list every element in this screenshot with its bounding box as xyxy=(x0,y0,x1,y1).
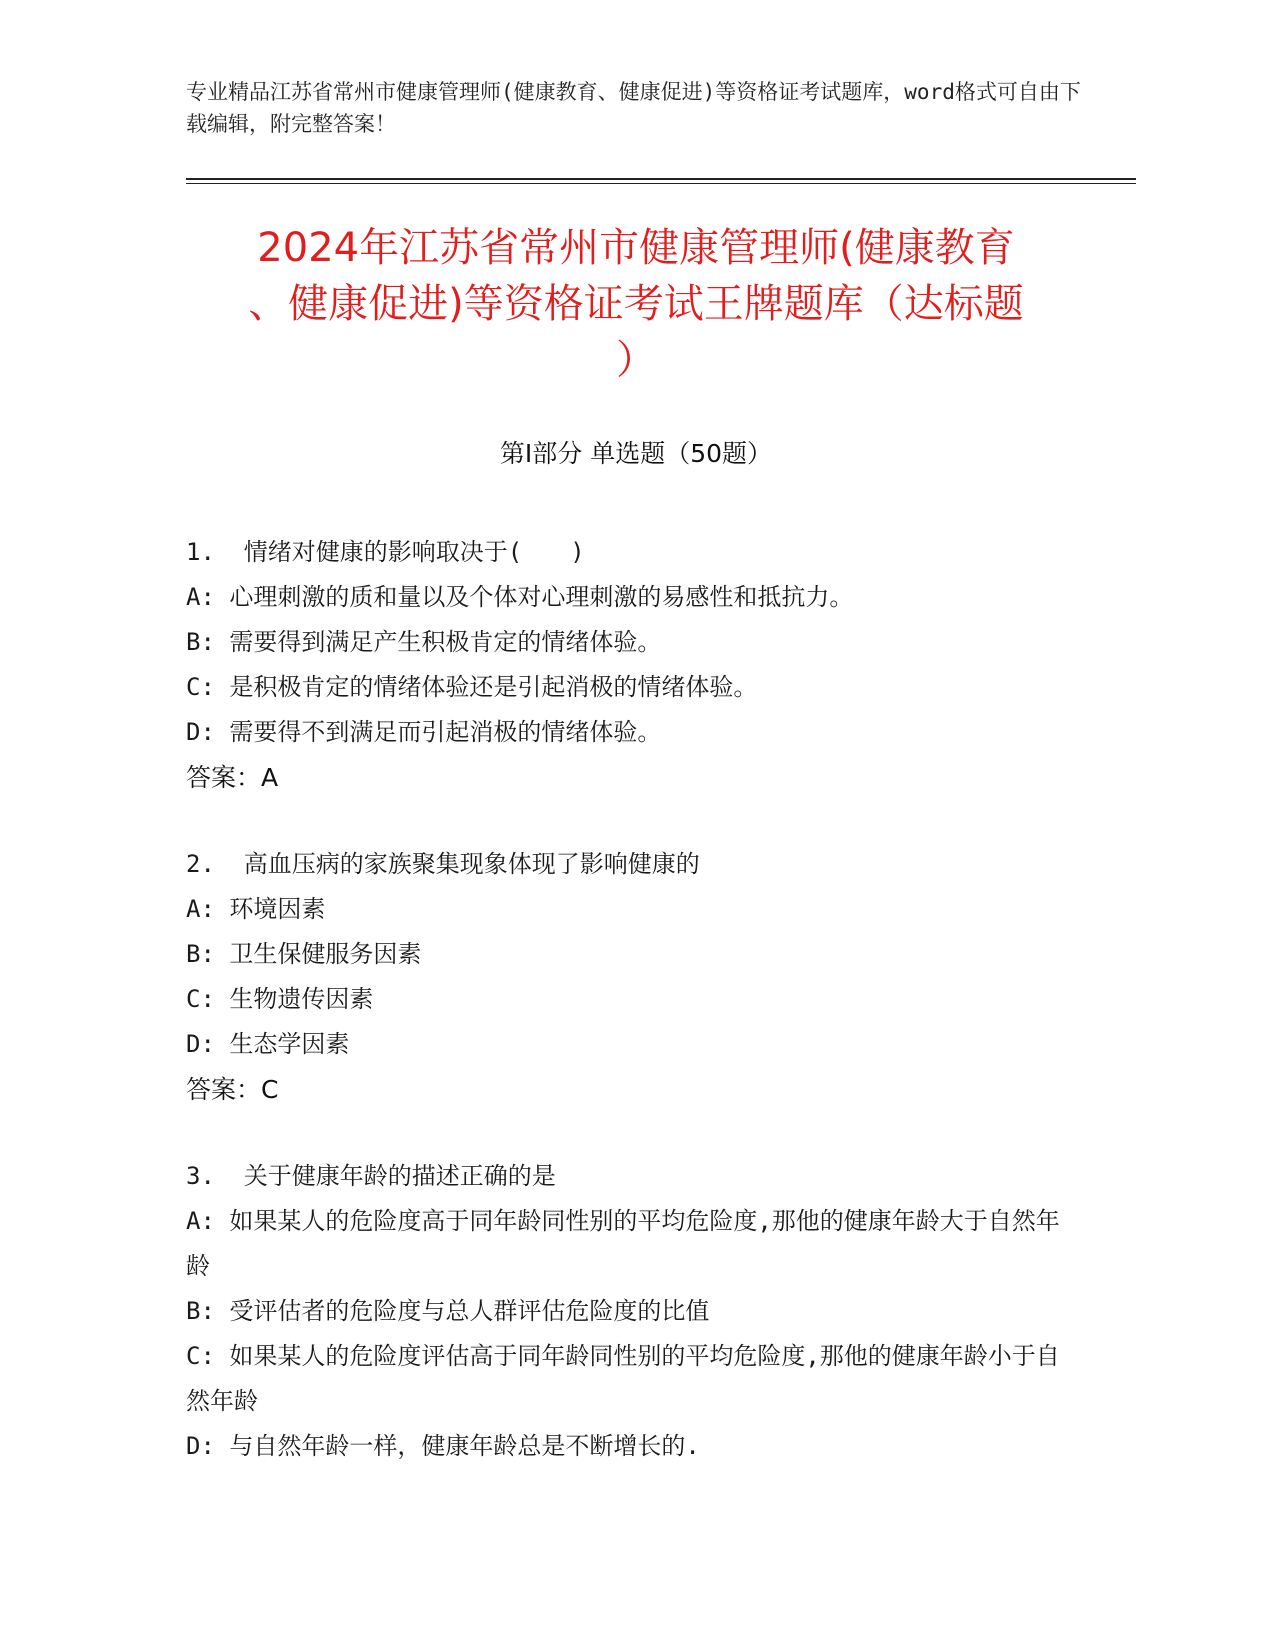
document-title xyxy=(186,220,1086,388)
header-divider-thin xyxy=(186,183,1136,184)
question-2 xyxy=(186,842,1066,1112)
question-1 xyxy=(186,530,1066,800)
option-c: C: 生物遗传因素 xyxy=(186,985,374,1013)
option-c: C: 是积极肯定的情绪体验还是引起消极的情绪体验。 xyxy=(186,673,758,701)
option-b: B: 卫生保健服务因素 xyxy=(186,940,422,968)
answer: 答案：A xyxy=(186,763,279,792)
answer: 答案：C xyxy=(186,1075,279,1104)
option-a: A: 心理刺激的质和量以及个体对心理刺激的易感性和抵抗力。 xyxy=(186,583,854,611)
question-stem: 1. 情绪对健康的影响取决于( ) xyxy=(186,538,585,566)
title-line-1: 2024年江苏省常州市健康管理师(健康教育 xyxy=(257,225,1015,271)
question-stem: 3. 关于健康年龄的描述正确的是 xyxy=(186,1162,556,1190)
option-d: D: 需要得不到满足而引起消极的情绪体验。 xyxy=(186,718,662,746)
option-d: D: 与自然年龄一样，健康年龄总是不断增长的. xyxy=(186,1432,700,1460)
title-line-3: ） xyxy=(616,337,656,383)
section-heading: 第Ⅰ部分 单选题（50题） xyxy=(499,439,773,468)
title-line-2: 、健康促进)等资格证考试王牌题库（达标题 xyxy=(248,281,1024,327)
option-b: B: 需要得到满足产生积极肯定的情绪体验。 xyxy=(186,628,662,656)
option-c: C: 如果某人的危险度评估高于同年龄同性别的平均危险度,那他的健康年龄小于自然年龄 xyxy=(186,1342,1060,1415)
option-a: A: 环境因素 xyxy=(186,895,326,923)
question-list xyxy=(186,530,1066,1511)
option-b: B: 受评估者的危险度与总人群评估危险度的比值 xyxy=(186,1297,710,1325)
header-divider-thick xyxy=(186,178,1136,180)
question-3 xyxy=(186,1154,1066,1469)
question-stem: 2. 高血压病的家族聚集现象体现了影响健康的 xyxy=(186,850,700,878)
option-d: D: 生态学因素 xyxy=(186,1030,350,1058)
option-a: A: 如果某人的危险度高于同年龄同性别的平均危险度,那他的健康年龄大于自然年龄 xyxy=(186,1207,1060,1280)
header-note: 专业精品江苏省常州市健康管理师(健康教育、健康促进)等资格证考试题库，word格式可自由下载编辑，附完整答案！ xyxy=(186,80,1081,136)
